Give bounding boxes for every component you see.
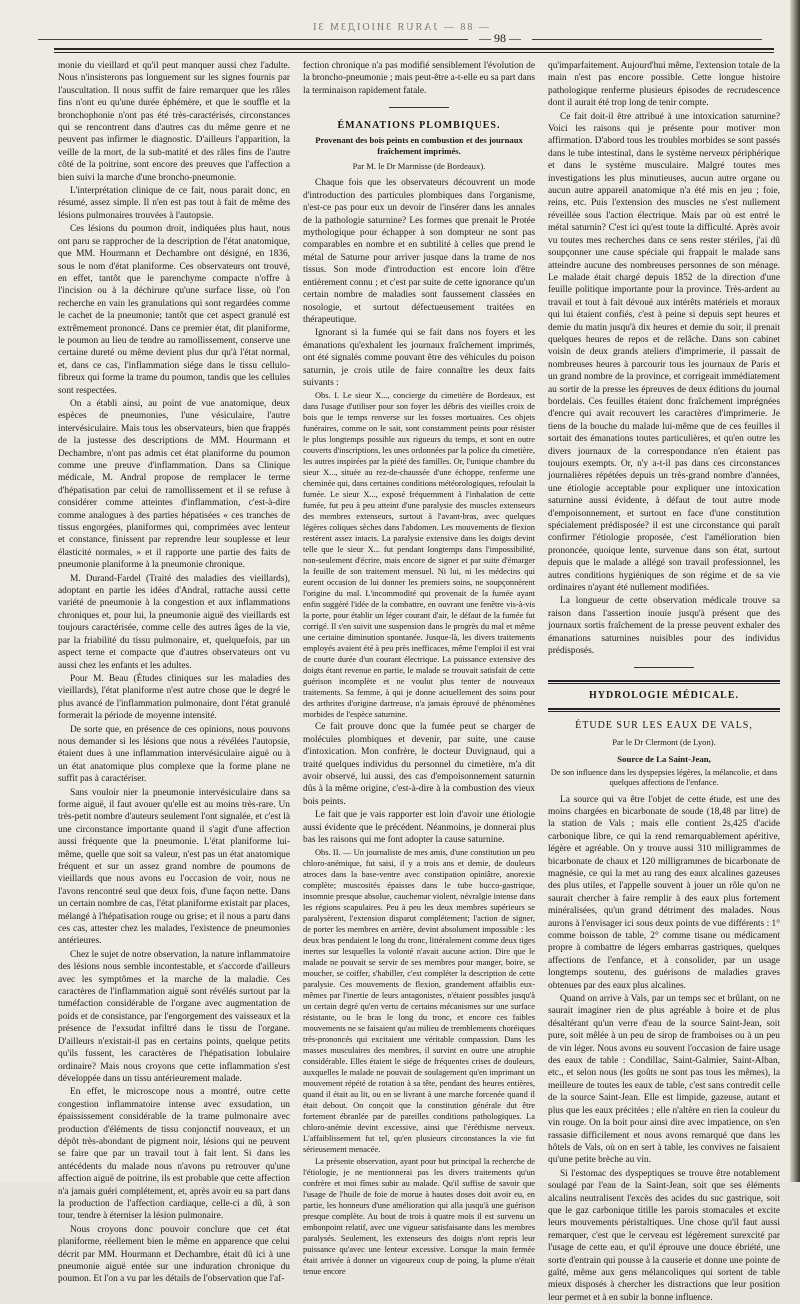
article-author: Par le Dr Clermont (de Lyon). <box>612 736 716 747</box>
col2-paragraph: Chaque fois que les observateurs découvrent un mode d'introduction des particules plombiques dans l'organisme, n'est-ce pas pour eux un devoir de l'insérer dans les annales de la pathologie saturnine? Les formes que prenait le Protée mythologique pour échapper à son dompteur ne sont pas comparables en nombre et en subtilité à celles que prend le métal de Saturne pour arriver jusque dans la trame de nos tissus. Son mode d'introduction est encore loin d'être entièrement connu ; et c'est par suite de cette ignorance qu'un certain nombre de maladies sont faussement classées en nosologie, et surtout défectueusement traitées en thérapeutique. <box>303 178 535 325</box>
col1-paragraph: Chez le sujet de notre observation, la nature inflammatoire des lésions nous semble incontestable, et s'accorde d'ailleurs avec les symptômes et la marche de la maladie. Ces caractères de l'inflammation aiguë sont révélés surtout par la tuméfaction considérable de l'organe avec augmentation de poids et de consistance, par l'engorgement des vaisseaux et la présence de l'exsudat infiltré dans le tissu de l'organe. D'ailleurs n'existait-il pas en certains points, quelque petits qu'ils fussent, les caractères de l'hépatisation lobulaire ordinaire? Mais nous croyons que cette inflammation s'est développée dans un tissu antérieurement malade. <box>58 949 290 1084</box>
section-separator <box>548 662 780 674</box>
col1-paragraph: On a établi ainsi, au point de vue anatomique, deux espèces de pneumonies, l'une vésiculaire, l'autre intervésiculaire. Mais tous les observateurs, bien que frappés de la justesse des descriptions de MM. Hourmann et Dechambre, n'ont pas admis cet état planiforme du poumon comme une preuve d'inflammation. Dans sa Clinique médicale, M. Andral propose de remplacer le terme d'hépatisation par celui de ramollissement et il se refuse à considérer comme atteintes d'inflammation, c'est-à-dire comme analogues à des parties hépatisées « ces tranches de tissus engorgées, planiformes qui, comprimées avec lenteur et constance, finissent par reprendre leur souplesse et leur élasticité normales, » et il rapporte une partie des faits de pneumonie planiforme à la pneumonie chronique. <box>58 398 290 571</box>
col1-paragraph: En effet, le microscope nous a montré, outre cette congestion inflammatoire intense avec exsudation, un épaississement considérable de la trame pulmonaire avec production d'éléments de tissu conjonctif nouveaux, et un dépôt très-abondant de pigment noir, lésions qui ne peuvent se faire que par un travail tout à fait lent. Si dans les antécédents du malade nous n'avons pu retrouver qu'une affection aiguë de poitrine, ils est probable que cette affection n'a jamais guéri complétement, et, après avoir eu sa part dans la production de l'affection cardiaque, celle-ci a dû, à son tour, tendre à éterniser la lésion pulmonaire. <box>58 1087 290 1222</box>
col1-paragraph: Pour M. Beau (Études cliniques sur les maladies des vieillards), l'état planiforme n'est autre chose que le degré le plus avancé de l'inflammation pulmonaire, dont l'état granulé formerait la période de moyenne intensité. <box>58 673 290 722</box>
article-title: ÉTUDE SUR LES EAUX DE VALS, <box>575 720 753 732</box>
col3-paragraph: Quand on arrive à Vals, par un temps sec et brûlant, on ne saurait imaginer rien de plus agréable à boire et de plus désaltérant qu'un verre d'eau de la source Saint-Jean, soit pure, soit mêlée à un peu de sirop de framboises ou à un peu de vin léger. Nous avons eu souvent l'occasion de faire usage des eaux de table : Condillac, Saint-Galmier, Saint-Alban, etc., et selon nous (les goûts ne sont pas tous les mêmes), la meilleure de toutes les eaux de table, c'est sans contredit celle de la source Saint-Jean. Elle est limpide, gazeuse, autant et plus que les eaux précitées ; elle n'altère en rien la couleur du vin rouge. On la boit pour ainsi dire avec impatience, on s'en rassasie difficilement et nous avons remarqué que dans les hôtels de Vals, où on en sert à table, les convives ne faisaient qu'une petite brèche au vin. <box>548 994 780 1166</box>
col3-paragraph: Si l'estomac des dyspeptiques se trouve être notablement soulagé par l'eau de la Saint-Jean, soit que ses éléments alcalins neutralisent l'excès des acides du suc gastrique, soit que le gaz carbonique titille les parois stomacales et excite leurs mouvements péristaltiques. Une chose qu'il faut aussi remarquer, c'est que le cerveau est légèrement surexcité par l'usage de cette eau, et qu'il éprouve une douce ébriété, une sorte d'entrain qui pousse à la causerie et donne une pointe de gaîté, même aux gens mélancoliques qui sortent de table mieux disposés à chercher les distractions que leur position leur permet et à en subir la bonne influence. <box>548 1168 780 1303</box>
col2-paragraph: Ignorant si la fumée qui se fait dans nos foyers et les émanations qu'exhalent les journaux fraîchement imprimés, ont été signalés comme pouvant être des véhicules du poison saturnin, je crois utile de faire connaître les deux faits suivants : <box>303 328 535 388</box>
page-number-rule-left <box>38 39 468 40</box>
page-number-rule-right <box>532 39 762 40</box>
col2-intro: fection chronique n'a pas modifié sensiblement l'évolution de la broncho-pneumonie ; mais peut-être a-t-elle eu sa part dans la terminaison rapidement fatale. <box>303 61 535 96</box>
article-subheading: Provenant des bois peints en combustion et des journaux fraîchement imprimés. <box>315 135 523 157</box>
source-name: Source de La Saint-Jean, <box>617 754 711 765</box>
col1-paragraph: monie du vieillard et qu'il peut manquer aussi chez l'adulte. Nous n'insisterons pas longuement sur les signes fournis par l'auscultation. Il nous suffit de faire remarquer que les râles fins n'ont eu qu'une durée éphémère, et que le souffle et la bronchophonie n'ont pas été très-caractérisés, circonstances qui se rencontrent dans d'autres cas du même genre et ne peuvent pas infirmer le diagnostic. D'ailleurs l'apparition, la veille de la mort, de la sub-matité et des râles fins de l'autre côté de la poitrine, sont encore des preuves que l'affection a bien suivi la marche d'une broncho-pneumonie. <box>58 61 290 183</box>
col1-paragraph: Sans vouloir nier la pneumonie intervésiculaire dans sa forme aiguë, il faut avouer qu'elle est au moins très-rare. Un très-petit nombre d'auteurs seulement l'ont signalée, et c'est là une circonstance importante quand il s'agit d'une affection aussi fréquente que la pneumonie. L'état planiforme lui-même, quelle que soit sa valeur, n'est pas un état anatomique fréquent et sur un assez grand nombre de poumons de vieillards que nous avons eu l'occasion de voir, nous ne l'avons rencontré seul que deux fois, d'une façon nette. Dans un certain nombre de cas, l'état planiforme existait par places, mélangé à l'hépatisation rouge ou grise; et il nous a paru dans ces cas, attester chez les malades, l'existence de pneumonies antérieures. <box>58 787 290 947</box>
section-rule <box>548 680 780 684</box>
article-heading: ÉMANATIONS PLOMBIQUES. <box>337 119 501 131</box>
col1-paragraph: Nous croyons donc pouvoir conclure que cet état planiforme, réellement bien le même en apparence que celui décrit par MM. Hourmann et Dechambre, était dû ici à une pneumonie aiguë entée sur une induration chronique du poumon. Et l'on a vu par les détails de l'observation que l'af- <box>58 1224 290 1285</box>
page-edge-shadow <box>790 0 800 1182</box>
page-number: — 98 — <box>479 31 521 45</box>
article-note: De son influence dans les dyspepsies légères, la mélancolie, et dans quelques affections de l'enfance. <box>550 767 778 788</box>
col1-paragraph: M. Durand-Fardel (Traité des maladies des vieillards), adoptant en partie les idées d'Andral, rattache aussi cette variété de pneumonie à la congestion et aux inflammations chroniques et, pour lui, la pneumonie aiguë des vieillards est toujours caractérisée, comme celle des autres âges de la vie, par la friabilité du tissu pulmonaire, et, quelquefois, par un aspect terne et compacte que d'autres observateurs ont vu aussi chez les enfants et les adultes. <box>58 573 290 671</box>
section-rule <box>548 708 780 712</box>
col3-paragraph: Ce fait doit-il être attribué à une intoxication saturnine? Voici les raisons qui je présente pour motiver mon affirmation. D'abord tous les troubles morbides se sont passés dans le tube intestinal, dans le système nerveux périphérique et dans le système musculaire. Malgré toutes mes investigations les plus minutieuses, aucun autre organe ou aucun autre appareil anatomique n'a été mis en jeu ; foie, reins, etc. Puis l'extension des muscles ne s'est nullement réveillée sous l'action électrique. Mais par où est entré le métal saturnin? C'est ici qu'est toute la difficulté. Après avoir vu toutes mes recherches dans ce sens rester stériles, j'ai dû soupçonner une cause spéciale qui frappait le malade sans atteindre aucune des nombreuses personnes de son ménage. Le malade était chargé depuis 1852 de la direction d'une feuille politique importante pour la province. Très-ardent au travail et tout à fait dévoué aux intérêts matériels et moraux qui lui étaient confiés, c'est à peine si depuis sept heures et demie du matin jusqu'à dix heures et demie du soir, il prenait quelques heures de repos et de relâche. Dans son cabinet voisin de deux grands ateliers d'imprimerie, il passait de nombreuses heures à parcourir tous les journaux de Paris et un grand nombre de la province, et corrigeait immédiatement au sortir de la presse les épreuves de deux éditions du journal bordelais. Ces feuilles étaient donc fraîchement imprégnées d'encre qui avait recouvert les caractères d'imprimerie. Je tiens de la bouche du malade lui-même que de ces feuilles il sortait des émanations toutes particulières, et qu'en outre les divers journaux de la correspondance n'en étaient pas toujours exempts. Or, n'y a-t-il pas dans ces circonstances journalières répétées depuis un très-grand nombre d'années, une étiologie acceptable pour expliquer une intoxication saturnine aussi évidente, à défaut de tout autre mode d'empoisonnement, et surtout en face d'une constitution spécialement prédisposée? il est une circonstance qui paraît confirmer l'étiologie proposée, c'est l'amélioration bien prononcée, quoique lente, survenue dans son état, surtout depuis que le malade a allégé son travail professionnel, les autres conditions hygiéniques de son régime et de sa vie ordinaires n'ayant été nullement modifiées. <box>548 111 780 594</box>
article-author: Par M. le Dr Marmisse (de Bordeaux). <box>352 161 486 172</box>
header-rule <box>54 48 774 50</box>
observation-2: Obs. II. — Un journaliste de mes amis, d'une constitution un peu chloro-anémique, fut saisi, il y a trois ans et demie, de douleurs atroces dans la base-ventre avec constipation opiniâtre, anorexie complète; muscosités épaisses dans le tube bucco-gastrique, insomnie presque absolue, cauchemar violent, névralgie intense dans les régions scapulaires. Peu à peu les deux membres supérieurs se paralysèrent, l'extension disparut complétement; l'action de signer, de porter les membres en arrière, devint absolument impossible : les deux bras pendaient le long du tronc, littéralement comme deux tiges inertes sur lesquelles la volonté n'avait aucune action. Dire que le malade ne pouvait se servir de ses membres pour manger, boire, se moucher, se coiffer, s'habiller, c'est compléter la description de cette paralysie. Ces mouvements de flexion, grandement affaiblis eux-mêmes par l'inertie de leurs antagonistes, n'étaient possibles jusqu'à un certain degré qu'en vertu de certains mécanismes sur une surface résistante, ou le bras le long du tronc, et encore ces faibles mouvements ne se faisaient qu'au milieu de tremblements choréiques très-prononcés qui excitaient une véritable compassion. Dans les masses musculaires des membres, il survint en outre une atrophie considérable. Elles étaient le siége de fréquentes crises de douleurs, auxquelles le malade ne pouvait de soulagement qu'en imprimant un mouvement répété de rotation à sa tête, pendant des heures entières, quand il était au lit, ou en se livrant à une marche forcenée quand il était debout. On conçoit que la constitution générale dut être fortement ébranlée par de pareilles conditions pathologiques. La chloro-anémie devint excessive, ainsi que l'éréthisme nerveux. L'affaiblissement fut tel, qu'en plusieurs circonstances la vie fut sérieusement menacée. <box>303 848 535 1155</box>
col1-paragraph: Ces lésions du poumon droit, indiquées plus haut, nous ont paru se rapprocher de la description de l'état anatomique, que MM. Hourmann et Dechambre ont désigné, en 1836, sous le nom d'état planiforme. Ces observateurs ont trouvé, en effet, tantôt que le parenchyme compacte n'offre à l'incision ou à la déchirure qu'une surface lisse, où l'on recherche en vain les granulations qui sont regardées comme le cachet de la pneumonie; tantôt que cet aspect granulé est extrêmement prononcé. Dans ce premier état, dit planiforme, le poumon au lieu de tendre au ramollissement, conserve une certaine dureté ou même devient plus dur qu'à l'état normal, et, dans ce cas, l'inflammation siége dans le tissu cellulo-fibreux qui forme la trame du poumon, tandis que les cellules sont respectées. <box>58 224 290 396</box>
col2-paragraph: La présente observation, ayant pour but principal la recherche de l'étiologie, je ne mentionnerai pas les divers traitements qu'un confrère et moi fîmes subir au malade. Qu'il suffise de savoir que l'usage de l'huile de foie de morue à hautes doses doit avoir eu, en partie, les honneurs d'une amélioration qui alla jusqu'à une guérison presque complète. Au bout de trois à quatre mois il est survenu un embonpoint relatif, avec une vigueur satisfaisante dans les membres paralysés. Seulement, les extenseurs des doigts n'ont repris leur puissance qu'avec une lenteur excessive. Lorsque la main fermée était arrivée à donner un vigoureux coup de poing, la plume n'était tenue encore <box>303 1157 535 1277</box>
article-separator <box>303 101 535 113</box>
section-heading: HYDROLOGIE MÉDICALE. <box>588 689 739 701</box>
col1-paragraph: L'interprétation clinique de ce fait, nous parait donc, en résumé, assez simple. Il n'en est pas tout à fait de même des lésions pulmonaires trouvées à l'autopsie. <box>58 186 290 221</box>
bleed-through-text: — 88 — JAЯUЯ ЗИІОІДЗМ ЗІ <box>311 22 489 33</box>
column-3 <box>548 60 780 1303</box>
col3-paragraph: qu'imparfaitement. Aujourd'hui même, l'extension totale de la main n'est pas encore possible. Cette longue histoire pathologique renferme plusieurs épisodes de recrudescence dont il aurait été trop long de tenir compte. <box>548 61 780 109</box>
observation-1: Obs. I. Le sieur X..., concierge du cimetière de Bordeaux, est dans l'usage d'utiliser pour son foyer les débris des vieilles croix de bois que le temps renverse sur les fosses mortuaires. Ces objets funéraires, comme on le sait, sont constamment peints pour résister le plus longtemps possible aux rigueurs du temps, et sont en outre couverts d'inscriptions, les unes ordonnées par la police du cimetière, les autres inspirées par la piété des familles. Or, l'unique chambre du sieur X..., située au rez-de-chaussée d'une échoppe, renferme une cheminée qui, dans certaines conditions météorologiques, refoulait la fumée. Le sieur X..., exposé fréquemment à l'inhalation de cette fumée, fut peu à peu atteint d'une paralysie des muscles extenseurs des membres extenseurs, surtout à l'avant-bras, avec quelques légères coliques sèches dans l'abdomen. Les mouvements de flexion restèrent assez intacts. La paralysie extensive dans les doigts devint telle que le sieur X... fut pendant longtemps dans l'impossibilité, non-seulement d'écrire, mais encore de signer et par suite d'émarger la feuille de son traitement mensuel. Ni lui, ni les médecins qui eurent occasion de lui donner les premiers soins, ne soupçonnèrent l'origine du mal. L'incommodité qui provenait de la fumée ayant enfin suggéré l'idée de la combattre, en ouvrant une fenêtre vis-à-vis la porte, pour établir un léger courant d'air, le défaut de la fumée fut corrigé. Il s'en suivit une suspension dans le progrès du mal et même une certaine diminution spontanée. Jusque-là, les divers traitements employés avaient été à peu près inefficaces, même l'emploi il est vrai de courte durée d'un courant électrique. La puissance extensive des doigts étant revenue en partie, le malade se trouvait satisfait de cette guérison incomplète et ne voulut plus tenter de nouveaux traitements. Sa femme, à qui je donne actuellement des soins pour des arthrites d'origine dartreuse, n'a jamais éprouvé de phénomènes morbides de l'espèce saturnine. <box>303 391 535 720</box>
column-2 <box>303 60 535 1277</box>
header-rule-thin <box>54 52 774 53</box>
column-1 <box>58 60 290 1285</box>
page-number-line <box>0 31 800 46</box>
col3-paragraph: La longueur de cette observation médicale trouve sa raison dans l'assertion inouïe jusqu'à présent que des journaux sortis fraîchement de la presse peuvent exhaler des émanations saturnines nuisibles pour des individus prédisposés. <box>548 596 780 657</box>
col2-paragraph: Ce fait prouve donc que la fumée peut se charger de molécules plombiques et devenir, par suite, une cause d'intoxication. Mon confrère, le docteur Duvignaud, qui a traité quelques individus du personnel du cimetière, m'a dit avoir observé, lui aussi, des cas d'empoisonnement saturnin dûs à la même origine, c'est-à-dire à la combustion des vieux bois peints. <box>303 722 535 807</box>
col3-paragraph: La source qui va être l'objet de cette étude, est une des moins chargées en bicarbonate de soude (18,48 par litre) de la station de Vals ; mais elle contient 2s,425 d'acide carbonique libre, ce qui la rend remarquablement apéritive, légère et agréable. On y trouve aussi 310 milligrammes de bicarbonate de chaux et 120 milligrammes de bicarbonate de magnésie, ce qui la met au rang des eaux alcalines gazeuses des plus utiles, et l'appelle souvent à jouer un rôle qu'on ne saurait chercher à faire remplir à des eaux plus fortement minéralisées, qu'un grand détriment des malades. Nous aurons à l'envisager ici sous deux points de vue différents : 1° comme boisson de table, 2° comme tisane ou médicament propre à combattre de légers embarras gastriques, quelques affections de l'enfance, et à consolider, par un usage longtemps soutenu, des guérisons de maladies graves obtenues par des eaux plus alcalines. <box>548 794 780 991</box>
col2-paragraph: Le fait que je vais rapporter est loin d'avoir une étiologie aussi évidente que le précédent. Néanmoins, je donnerai plus bas les raisons qui me font adopter la cause saturnine. <box>303 810 535 845</box>
col1-paragraph: De sorte que, en présence de ces opinions, nous pouvons nous demander si les lésions que nous a révélées l'autopsie, étaient dues à une inflammation intervésiculaire aiguë ou à un état anatomique plus complexe que la forme plane ne suffit pas à caractériser. <box>58 724 290 785</box>
